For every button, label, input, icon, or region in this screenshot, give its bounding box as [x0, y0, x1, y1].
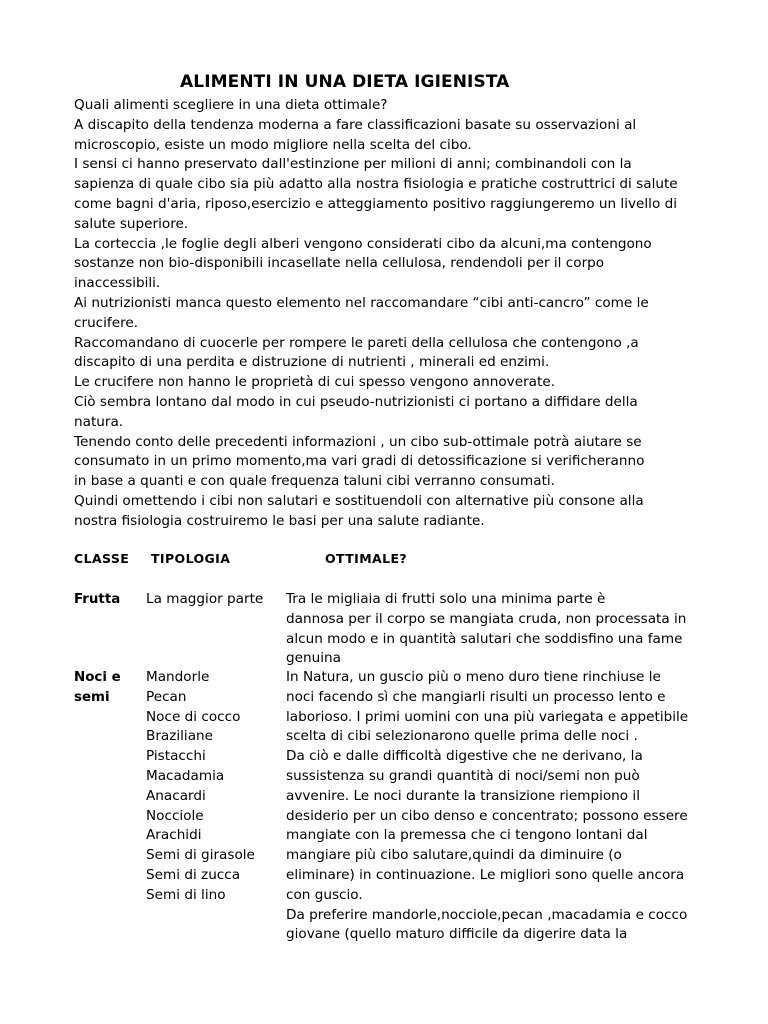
- classe-label: Frutta: [74, 592, 121, 607]
- table-header-ottimale: OTTIMALE?: [325, 551, 408, 566]
- tipologia-item: Semi di girasole: [146, 847, 255, 864]
- text-line: nostra fisiologia costruiremo le basi per una salute radiante.: [74, 512, 485, 529]
- intro-paragraphs: [74, 96, 714, 532]
- table-row-frutta-classe: [74, 590, 120, 610]
- table-row-noci-ottimale: [286, 668, 716, 945]
- text-line: In Natura, un guscio più o meno duro tiene rinchiuse le: [286, 669, 661, 685]
- text-line: con guscio.: [286, 886, 363, 903]
- text-line: I sensi ci hanno preservato dall'estinzione per milioni di anni; combinandoli con la: [74, 156, 632, 173]
- text-line: Tenendo conto delle precedenti informazioni , un cibo sub-ottimale potrà aiutare se: [74, 433, 642, 450]
- table-row-noci-tipologia: [146, 668, 255, 906]
- text-line: Tra le migliaia di frutti solo una minima parte è: [286, 591, 606, 607]
- text-line: Ciò sembra lontano dal modo in cui pseudo-nutrizionisti ci portano a diffidare della: [74, 393, 638, 410]
- table-header-classe: CLASSE: [74, 551, 130, 566]
- text-line: Ai nutrizionisti manca questo elemento nel raccomandare “cibi anti-cancro” come le: [74, 294, 649, 311]
- classe-label: semi: [74, 689, 110, 705]
- text-line: Quindi omettendo i cibi non salutari e sostituendoli con alternative più consone alla: [74, 492, 644, 509]
- tipologia-item: Macadamia: [146, 767, 225, 784]
- text-line: in base a quanti e con quale frequenza taluni cibi verranno consumati.: [74, 473, 555, 490]
- text-line: mangiate con la premessa che ci tengono lontani dal: [286, 827, 648, 844]
- text-line: eliminare) in continuazione. Le migliori sono quelle ancora: [286, 866, 685, 883]
- table-row-frutta-ottimale: [286, 590, 716, 669]
- text-line: scelta di cibi selezionarono quelle prima delle noci .: [286, 728, 638, 745]
- tipologia-item: Anacardi: [146, 787, 206, 804]
- text-line: sostanze non bio-disponibili incasellate nella cellulosa, rendendoli per il corpo: [74, 255, 605, 272]
- text-line: sussistenza su grandi quantità di noci/semi non può: [286, 767, 640, 784]
- tipologia-item: Braziliane: [146, 728, 214, 745]
- text-line: A discapito della tendenza moderna a fare classificazioni basate su osservazioni al: [74, 116, 637, 133]
- text-line: La corteccia ,le foglie degli alberi vengono considerati cibo da alcuni,ma contengono: [74, 235, 652, 252]
- text-line: Da preferire mandorle,nocciole,pecan ,macadamia e cocco: [286, 906, 688, 923]
- tipologia-item: Semi di lino: [146, 886, 226, 903]
- text-line: noci facendo sì che mangiarli risulti un processo lento e: [286, 688, 666, 705]
- text-line: Raccomandano di cuocerle per rompere le pareti della cellulosa che contengono ,a: [74, 334, 639, 351]
- classe-label: Noci e: [74, 670, 121, 685]
- text-line: microscopio, esiste un modo migliore nella scelta del cibo.: [74, 136, 472, 153]
- tipologia-item: Nocciole: [146, 807, 204, 824]
- text-line: mangiare più cibo salutare,quindi da diminuire (o: [286, 847, 622, 864]
- text-line: desiderio per un cibo denso e concentrato; possono essere: [286, 807, 688, 824]
- text-line: Le crucifere non hanno le proprietà di cui spesso vengono annoverate.: [74, 374, 556, 391]
- table-row-frutta-tipologia: [146, 590, 263, 610]
- text-line: alcun modo e in quantità salutari che soddisfino una fame: [286, 630, 683, 647]
- tipologia-item: Pistacchi: [146, 748, 206, 765]
- text-line: dannosa per il corpo se mangiata cruda, non processata in: [286, 610, 687, 627]
- table-header-tipologia: TIPOLOGIA: [151, 551, 231, 566]
- tipologia-item: Semi di zucca: [146, 866, 241, 883]
- text-line: sapienza di quale cibo sia più adatto alla nostra fisiologia e pratiche costruttrici di salute: [74, 176, 678, 193]
- table-row-noci-classe: [74, 668, 121, 708]
- text-line: discapito di una perdita e distruzione di nutrienti , minerali ed enzimi.: [74, 354, 550, 371]
- document-title: ALIMENTI IN UNA DIETA IGIENISTA: [180, 72, 510, 92]
- tipologia-item: La maggior parte: [146, 591, 264, 607]
- text-line: come bagni d'aria, riposo,esercizio e atteggiamento positivo raggiungeremo un livello di: [74, 195, 677, 212]
- text-line: consumato in un primo momento,ma vari gradi di detossificazione si verificheranno: [74, 453, 645, 470]
- tipologia-item: Pecan: [146, 688, 187, 705]
- tipologia-item: Noce di cocco: [146, 708, 241, 725]
- text-line: natura.: [74, 413, 124, 430]
- text-line: giovane (quello maturo difficile da digerire data la: [286, 926, 628, 943]
- tipologia-item: Mandorle: [146, 669, 210, 685]
- tipologia-item: Arachidi: [146, 827, 202, 844]
- text-line: salute superiore.: [74, 215, 189, 232]
- text-line: laborioso. I primi uomini con una più variegata e appetibile: [286, 708, 689, 725]
- text-line: avvenire. Le noci durante la transizione riempiono il: [286, 787, 640, 804]
- text-line: inaccessibili.: [74, 275, 161, 292]
- text-line: crucifere.: [74, 314, 139, 331]
- text-line: genuina: [286, 650, 341, 667]
- text-line: Quali alimenti scegliere in una dieta ottimale?: [74, 97, 388, 113]
- text-line: Da ciò e dalle difficoltà digestive che ne derivano, la: [286, 748, 643, 765]
